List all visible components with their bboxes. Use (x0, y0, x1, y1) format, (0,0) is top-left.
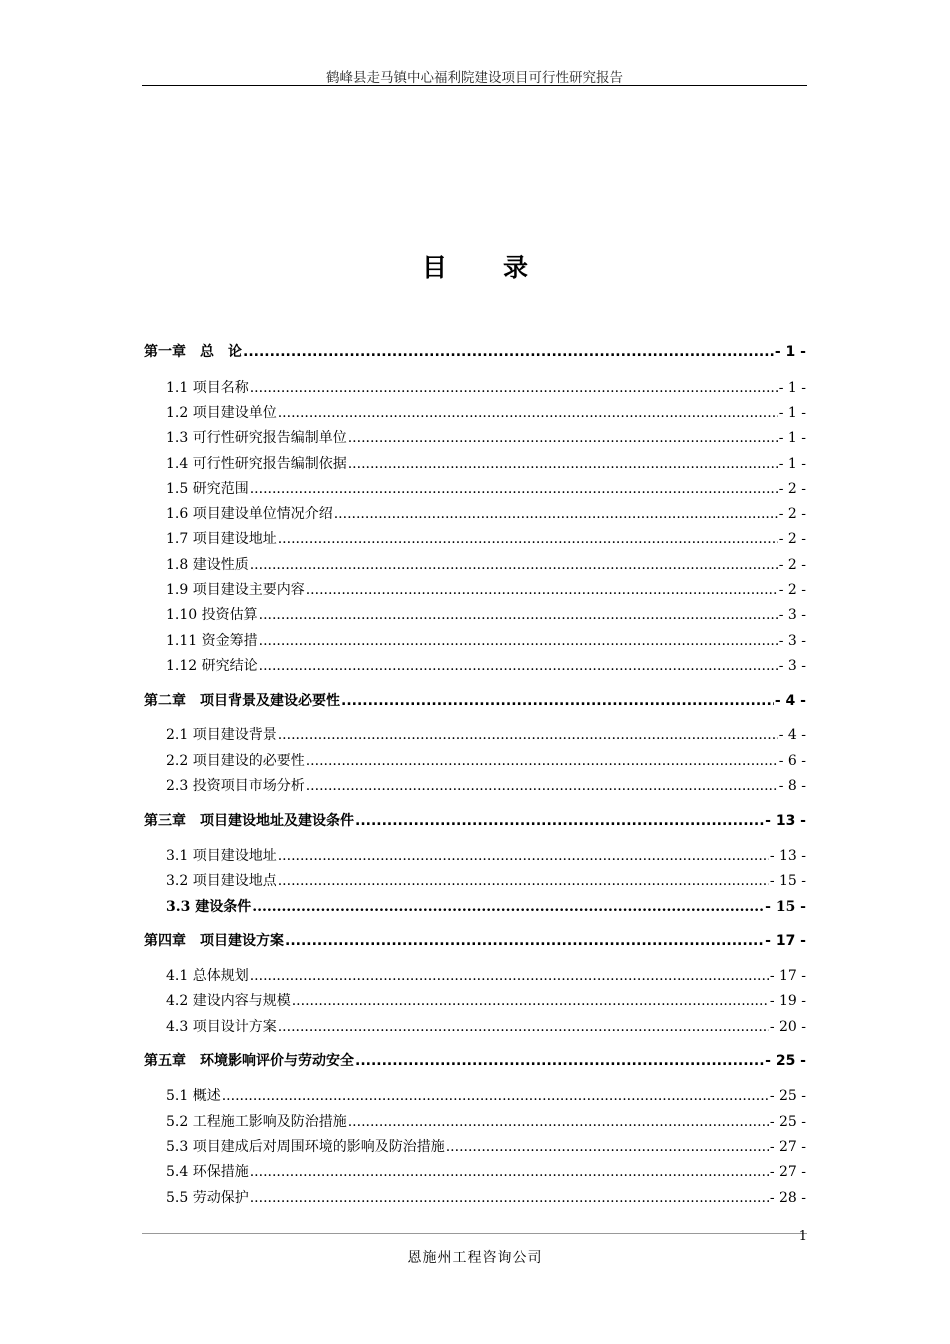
toc-chapter-entry[interactable] (144, 810, 806, 830)
toc-entry-title: 2.3 投资项目市场分析 (166, 778, 305, 794)
toc-section-entry[interactable] (144, 845, 806, 865)
running-header: 鹤峰县走马镇中心福利院建设项目可行性研究报告 (326, 70, 623, 86)
toc-dot-leader (348, 430, 778, 446)
toc-dot-leader (259, 633, 778, 649)
toc-dot-leader (278, 405, 778, 421)
toc-entry-page: - 19 - (769, 993, 806, 1009)
toc-dot-leader (306, 582, 778, 598)
toc-dot-leader (250, 1164, 769, 1180)
toc-entry-page: - 25 - (769, 1114, 806, 1130)
toc-entry-title: 5.4 环保措施 (166, 1164, 249, 1180)
toc-entry-title: 第三章 项目建设地址及建设条件 (144, 813, 354, 829)
toc-entry-page: - 28 - (769, 1190, 806, 1206)
toc-chapter-entry[interactable] (144, 1050, 806, 1070)
toc-section-entry[interactable] (144, 990, 806, 1010)
toc-section-entry[interactable] (144, 965, 806, 985)
toc-entry-page: - 20 - (769, 1019, 806, 1035)
toc-chapter-entry[interactable] (144, 930, 806, 950)
footer-rule (142, 1233, 807, 1234)
toc-entry-page: - 4 - (774, 693, 806, 709)
toc-section-entry[interactable] (144, 870, 806, 890)
toc-entry-title: 4.2 建设内容与规模 (166, 993, 291, 1009)
toc-entry-page: - 2 - (778, 557, 806, 573)
toc-dot-leader (243, 344, 774, 360)
toc-section-entry[interactable] (144, 655, 806, 675)
toc-dot-leader (278, 873, 769, 889)
toc-entry-page: - 25 - (769, 1088, 806, 1104)
toc-entry-title: 5.5 劳动保护 (166, 1190, 249, 1206)
toc-entry-title: 1.1 项目名称 (166, 380, 249, 396)
toc-section-entry[interactable] (144, 724, 806, 744)
toc-section-entry[interactable] (144, 579, 806, 599)
toc-section-entry[interactable] (144, 1111, 806, 1131)
toc-dot-leader (306, 778, 778, 794)
toc-dot-leader (292, 993, 769, 1009)
toc-dot-leader (348, 456, 778, 472)
toc-entry-title: 1.3 可行性研究报告编制单位 (166, 430, 347, 446)
toc-entry-page: - 8 - (778, 778, 806, 794)
toc-entry-page: - 15 - (769, 873, 806, 889)
toc-entry-title: 5.2 工程施工影响及防治措施 (166, 1114, 347, 1130)
toc-entry-title: 3.1 项目建设地址 (166, 848, 277, 864)
toc-entry-page: - 2 - (778, 582, 806, 598)
toc-entry-title: 1.4 可行性研究报告编制依据 (166, 456, 347, 472)
toc-section-entry[interactable] (144, 1161, 806, 1181)
toc-dot-leader (355, 1053, 764, 1069)
toc-entry-title: 4.3 项目设计方案 (166, 1019, 277, 1035)
toc-entry-title: 1.8 建设性质 (166, 557, 249, 573)
toc-entry-page: - 3 - (778, 658, 806, 674)
toc-dot-leader (348, 1114, 769, 1130)
toc-entry-page: - 25 - (765, 1053, 806, 1069)
footer-company: 恩施州工程咨询公司 (407, 1250, 543, 1266)
toc-entry-page: - 4 - (778, 727, 806, 743)
toc-section-entry[interactable] (144, 630, 806, 650)
toc-entry-page: - 27 - (769, 1139, 806, 1155)
toc-entry-page: - 1 - (778, 405, 806, 421)
toc-chapter-entry[interactable] (144, 341, 806, 361)
toc-section-entry[interactable] (144, 896, 806, 916)
toc-dot-leader (250, 1190, 769, 1206)
toc-section-entry[interactable] (144, 478, 806, 498)
toc-entry-page: - 17 - (765, 933, 806, 949)
toc-entry-title: 4.1 总体规划 (166, 968, 249, 984)
toc-entry-title: 1.2 项目建设单位 (166, 405, 277, 421)
toc-entry-page: - 6 - (778, 753, 806, 769)
toc-dot-leader (306, 753, 778, 769)
toc-dot-leader (222, 1088, 769, 1104)
toc-entry-title: 3.3 建设条件 (166, 899, 252, 915)
page-title-part-1: 目 (421, 253, 447, 282)
toc-section-entry[interactable] (144, 604, 806, 624)
toc-dot-leader (259, 607, 778, 623)
page-number: 1 (798, 1229, 807, 1244)
toc-entry-page: - 17 - (769, 968, 806, 984)
toc-entry-page: - 2 - (778, 531, 806, 547)
toc-entry-title: 5.3 项目建成后对周围环境的影响及防治措施 (166, 1139, 445, 1155)
toc-dot-leader (278, 848, 769, 864)
toc-entry-page: - 1 - (778, 430, 806, 446)
toc-entry-page: - 1 - (778, 380, 806, 396)
toc-entry-page: - 3 - (778, 607, 806, 623)
toc-dot-leader (278, 531, 778, 547)
toc-section-entry[interactable] (144, 402, 806, 422)
toc-entry-title: 1.11 资金筹措 (166, 633, 258, 649)
toc-entry-page: - 13 - (765, 813, 806, 829)
toc-section-entry[interactable] (144, 503, 806, 523)
toc-section-entry[interactable] (144, 1136, 806, 1156)
toc-section-entry[interactable] (144, 775, 806, 795)
toc-entry-title: 第五章 环境影响评价与劳动安全 (144, 1053, 354, 1069)
toc-section-entry[interactable] (144, 528, 806, 548)
toc-dot-leader (250, 968, 769, 984)
toc-dot-leader (259, 658, 778, 674)
toc-entry-title: 1.7 项目建设地址 (166, 531, 277, 547)
toc-dot-leader (285, 933, 764, 949)
toc-section-entry[interactable] (144, 1085, 806, 1105)
toc-section-entry[interactable] (144, 427, 806, 447)
toc-dot-leader (278, 727, 778, 743)
toc-entry-title: 2.2 项目建设的必要性 (166, 753, 305, 769)
toc-entry-page: - 13 - (769, 848, 806, 864)
toc-entry-title: 3.2 项目建设地点 (166, 873, 277, 889)
toc-entry-title: 1.6 项目建设单位情况介绍 (166, 506, 333, 522)
toc-dot-leader (355, 813, 764, 829)
toc-entry-title: 1.10 投资估算 (166, 607, 258, 623)
toc-section-entry[interactable] (144, 377, 806, 397)
toc-dot-leader (252, 899, 764, 915)
page-title-part-2: 录 (503, 253, 529, 282)
toc-entry-title: 5.1 概述 (166, 1088, 221, 1104)
toc-entry-page: - 1 - (774, 344, 806, 360)
toc-section-entry[interactable] (144, 750, 806, 770)
toc-entry-title: 第一章 总 论 (144, 344, 242, 360)
toc-entry-page: - 3 - (778, 633, 806, 649)
toc-dot-leader (250, 380, 778, 396)
toc-entry-page: - 1 - (778, 456, 806, 472)
toc-section-entry[interactable] (144, 1187, 806, 1207)
toc-entry-page: - 27 - (769, 1164, 806, 1180)
table-of-contents (144, 0, 806, 1344)
toc-entry-title: 第二章 项目背景及建设必要性 (144, 693, 340, 709)
toc-dot-leader (250, 481, 778, 497)
toc-entry-title: 1.5 研究范围 (166, 481, 249, 497)
toc-entry-page: - 2 - (778, 481, 806, 497)
toc-dot-leader (250, 557, 778, 573)
toc-section-entry[interactable] (144, 1016, 806, 1036)
toc-dot-leader (341, 693, 774, 709)
toc-dot-leader (446, 1139, 769, 1155)
toc-dot-leader (334, 506, 778, 522)
toc-chapter-entry[interactable] (144, 690, 806, 710)
toc-entry-page: - 15 - (765, 899, 806, 915)
toc-entry-page: - 2 - (778, 506, 806, 522)
toc-dot-leader (278, 1019, 769, 1035)
toc-section-entry[interactable] (144, 453, 806, 473)
toc-entry-title: 1.12 研究结论 (166, 658, 258, 674)
toc-entry-title: 1.9 项目建设主要内容 (166, 582, 305, 598)
toc-entry-title: 第四章 项目建设方案 (144, 933, 284, 949)
toc-section-entry[interactable] (144, 554, 806, 574)
toc-entry-title: 2.1 项目建设背景 (166, 727, 277, 743)
